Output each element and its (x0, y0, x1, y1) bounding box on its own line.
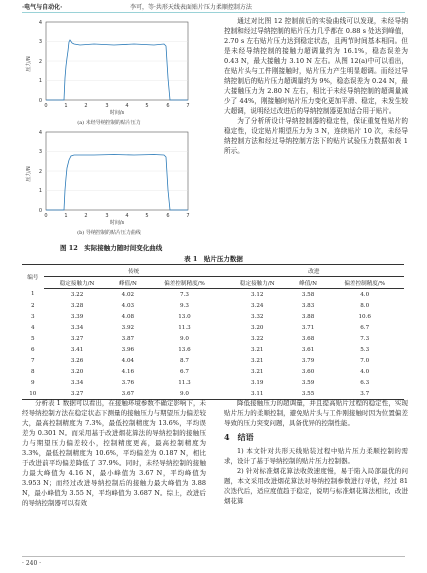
row-index-cell: 9 (31, 379, 35, 386)
table-cell: 9.0 (145, 388, 224, 400)
table-cell: 3.92 (121, 324, 135, 331)
table-cell: 3.79 (301, 357, 315, 364)
xtick: 3 (105, 213, 109, 219)
table-cell: 3.27 (44, 388, 111, 400)
table-cell: 3.7 (325, 388, 404, 400)
paragraph: 降低接触压力的超调量，并且提高贴片过程的稳定性，实现贴片压力的柔顺控制，避免贴片头与工件刚接触时因为位置偏差导致的压力突变问题，具备优异的控制性能。 (224, 399, 408, 427)
table-row (22, 311, 404, 322)
ytick: 1 (38, 188, 42, 194)
xtick: 2 (84, 103, 88, 109)
table-cell: 3.67 (111, 388, 146, 400)
force-plot-b (24, 128, 194, 228)
page-number: · 240 · (22, 560, 42, 567)
panel-a-caption: (a) 未经导纳控制的贴片压力 (77, 120, 141, 126)
paragraph: 通过对比图 12 控制前后的实验曲线可以发现，未经导纳控制和经过导纳控制的贴片压力几乎都在 0.88 s 处达到峰值，2.70 s 左右贴片压力达到稳定状态，且两节时间基本相同。但是未经导纳控制的接触力超调量约为 16.1%，稳态误差为 0.43 N，最大接触力 3.10 N 左右。从图 12(a)中可以看出，在贴片头与工件刚接触时，贴片压力产生明显超调。而经过导纳控制后的贴片压力超调量约为 9%，稳态误差为 0.24 N，最大接触压力为 2.80 N 左右，相比于未经导纳控制的超调量减少了 44%，刚接触时贴片压力变化更加平滑、稳定，未发生较大超调，说明经过改进后的导纳控制器更加适合用于贴片。 (224, 17, 408, 115)
table-cell: 4.0 (360, 291, 370, 298)
table-cell: 4.0 (360, 368, 370, 375)
table-cell: 5.3 (360, 346, 370, 353)
table-cell: 3.41 (70, 346, 84, 353)
ytick: 2 (38, 59, 42, 65)
running-title: 李可，等·共形天线表面贴片压力柔顺控制方法 (130, 4, 252, 11)
table-cell: 4.16 (121, 368, 135, 375)
y-axis-label: 压力/N (26, 166, 32, 182)
table-cell: 3.87 (121, 335, 135, 342)
paragraph: 为了分析所设计导纳控制器的稳定性，保证重复性贴片的稳定性，设定贴片期望压力为 3 N，连续贴片 10 次，未经导纳控制方法和经过导纳控制方法下的贴片试验压力数据如表 1 所示。 (224, 117, 408, 155)
paragraph: 2) 针对标准烟花算法收敛速度慢，易于陷入局部最优的问题，本文采用改进烟花算法对导纳控制参数进行寻优，经过 81 次迭代后，适应度值趋于稳定，说明与标准烟花算法相比，改进烟花算 (224, 467, 408, 505)
xtick: 2 (84, 213, 88, 219)
row-index-cell: 6 (31, 346, 35, 353)
table-cell: 13.0 (178, 313, 191, 320)
table-cell: 11.3 (178, 324, 191, 331)
col-header: 峰值/N (111, 277, 146, 289)
col-header: 偏差控制精度/% (325, 277, 404, 289)
table-row (22, 333, 404, 344)
figure-panel-b (24, 128, 194, 236)
table-cell: 3.59 (301, 379, 315, 386)
y-axis-label: 压力/N (26, 56, 32, 72)
xtick: 7 (186, 103, 190, 109)
table-cell: 3.34 (70, 324, 84, 331)
row-index-cell: 5 (31, 335, 35, 342)
table-title: 表 1 贴片压力数据 (184, 255, 243, 263)
xtick: 1 (64, 213, 68, 219)
ytick: 1 (38, 78, 42, 84)
xtick: 5 (145, 213, 149, 219)
col-header: 稳定接触力/N (224, 277, 291, 289)
table-cell: 6.7 (180, 368, 189, 375)
table-cell: 3.76 (121, 379, 135, 386)
table-cell: 3.21 (251, 346, 264, 353)
table-cell: 3.12 (251, 291, 264, 298)
table-cell: 3.32 (251, 313, 264, 320)
table-cell: 4.02 (121, 291, 135, 298)
ytick: 4 (38, 130, 42, 136)
table-cell: 3.21 (251, 357, 264, 364)
col-header: 峰值/N (291, 277, 326, 289)
xtick: 5 (145, 103, 149, 109)
xtick: 4 (125, 103, 129, 109)
bottom-left-text (22, 398, 206, 508)
pressure-data-table (22, 264, 404, 400)
table-cell: 3.22 (70, 291, 84, 298)
bottom-right-text (224, 398, 408, 506)
col-header-index: 编号 (22, 265, 44, 289)
table-cell: 3.22 (251, 335, 264, 342)
xtick: 6 (166, 213, 170, 219)
xtick: 1 (64, 103, 68, 109)
table-cell: 3.21 (251, 368, 264, 375)
table-cell: 6.7 (360, 324, 370, 331)
col-group-improved: 改进 (224, 265, 404, 277)
table-cell: 3.28 (70, 302, 84, 309)
table-row (22, 377, 404, 388)
row-index-cell: 2 (31, 302, 35, 309)
table-cell: 3.11 (224, 388, 291, 400)
table-cell: 3.20 (251, 324, 264, 331)
paragraph: 分析表 1 数据可以看出，在接触环境参数不确定影响下，未经导纳控制方法在稳定状态下测量的接触压力与期望压力偏差较大，最高控制精度为 7.3%，最低控制精度为 13.6%，平均误差为 0.301 N。而采用基于改进烟花算法的导纳控制的接触压力与期望压力偏差较小，控制精度更高，最高控制精度为 3.3%，最低控制精度为 10.6%，平均偏差为 0.187 N，相比于改进前平均偏差降低了 37.9%。同时，未经导纳控制的接触力最大峰值为 4.16 N，最小峰值为 3.67 N，平均峰值为 3.953 N；而经过改进导纳控制后的接触力最大峰值为 3.88 N，最小峰值为 3.55 N，平均峰值为 3.687 N。综上，改进后的导纳控制器可以有效 (22, 399, 206, 507)
xtick: 0 (44, 213, 48, 219)
table-cell: 13.6 (178, 346, 191, 353)
table-row (22, 355, 404, 366)
table-cell: 3.39 (70, 313, 84, 320)
xtick: 3 (105, 103, 109, 109)
table-cell: 3.71 (301, 324, 315, 331)
table-cell: 9.0 (180, 335, 189, 342)
ytick: 3 (38, 39, 42, 45)
table-cell: 3.88 (301, 313, 315, 320)
xtick: 4 (125, 213, 129, 219)
journal-name: ·电气与自动化· (22, 4, 63, 11)
row-index-cell: 1 (31, 291, 35, 298)
xtick: 0 (44, 103, 48, 109)
header-rule (22, 12, 405, 13)
ytick: 0 (38, 98, 42, 104)
table-row (22, 344, 404, 355)
table-cell: 8.0 (360, 302, 370, 309)
row-index-cell: 7 (31, 357, 35, 364)
table-cell: 3.20 (70, 368, 84, 375)
col-header: 偏差控制精度/% (145, 277, 224, 289)
table-row (22, 289, 404, 301)
table-cell: 10.6 (358, 313, 371, 320)
ytick: 4 (38, 20, 42, 26)
table-cell: 3.24 (251, 302, 264, 309)
table-cell: 3.61 (301, 346, 315, 353)
table-cell: 9.3 (180, 302, 189, 309)
x-axis-label: 时间/s (109, 220, 125, 226)
col-header: 稳定接触力/N (44, 277, 111, 289)
table-cell: 3.83 (301, 302, 315, 309)
table-cell: 8.7 (180, 357, 189, 364)
panel-b-caption: (b) 导纳控制的贴片压力曲线 (77, 230, 141, 236)
ytick: 2 (38, 169, 42, 175)
table-cell: 3.26 (70, 357, 84, 364)
table-cell: 4.04 (121, 357, 135, 364)
section-heading-conclusion: 4 结语 (224, 432, 254, 442)
table-cell: 4.08 (121, 313, 135, 320)
table-cell: 3.58 (301, 291, 315, 298)
table-cell: 6.3 (360, 379, 370, 386)
table-row (22, 300, 404, 311)
table-cell: 3.96 (121, 346, 135, 353)
table-row (22, 366, 404, 377)
table-cell: 7.3 (180, 291, 189, 298)
col-group-traditional: 传统 (44, 265, 224, 277)
ytick: 3 (38, 149, 42, 155)
force-plot-a (24, 18, 194, 118)
row-index-cell: 8 (31, 368, 35, 375)
footer-rule (22, 556, 405, 557)
x-axis-label: 时间/s (109, 110, 125, 116)
ytick: 0 (38, 208, 42, 214)
xtick: 6 (166, 103, 170, 109)
table-cell: 3.27 (70, 335, 84, 342)
xtick: 7 (186, 213, 190, 219)
table-cell: 4.03 (121, 302, 135, 309)
figure-panel-a (24, 18, 194, 126)
table-cell: 7.0 (360, 357, 370, 364)
table-cell: 3.19 (251, 379, 264, 386)
table-cell: 7.3 (360, 335, 370, 342)
right-column-text (224, 16, 408, 156)
table-cell: 3.55 (291, 388, 326, 400)
table-row (22, 322, 404, 333)
table-cell: 3.34 (70, 379, 84, 386)
table-cell: 3.60 (301, 368, 315, 375)
row-index-cell: 3 (31, 313, 35, 320)
table-cell: 3.68 (301, 335, 315, 342)
row-index-cell: 10 (22, 388, 44, 400)
paragraph: 1) 本文针对共形天线贴装过程中贴片压力柔顺控制的需求，设计了基于导纳控制的贴片压力控制器。 (224, 447, 408, 465)
figure-caption: 图 12 实际接触力随时间变化曲线 (60, 244, 163, 252)
table-body (22, 289, 404, 400)
row-index-cell: 4 (31, 324, 35, 331)
table-cell: 11.3 (178, 379, 191, 386)
